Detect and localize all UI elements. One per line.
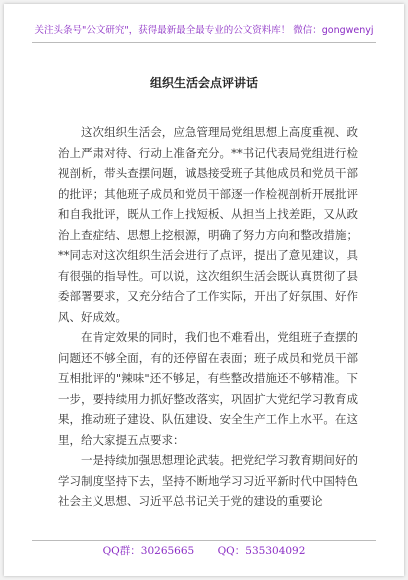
footer-divider xyxy=(32,540,376,541)
document-page xyxy=(4,4,404,576)
paragraph: 一是持续加强思想理论武装。把党纪学习教育期间好的学习制度坚持下去，坚持不断地学习习近平新时代中国特色社会主义思想、习近平总书记关于党的建设的重要论 xyxy=(58,453,358,508)
paragraph: 在肯定效果的同时，我们也不难看出，党组班子查摆的问题还不够全面，有的还停留在表面；班子成员和党员干部互相批评的"辣味"还不够足，有些整改措施还不够精准。下一步，要持续用力抓好整改落实，巩固扩大党纪学习教育成果，推动班子建设、队伍建设、安全生产工作上水平。在这里，给大家提五点要求： xyxy=(58,330,358,447)
footer-qq-number: QQ：535304092 xyxy=(217,545,306,557)
paragraph: 这次组织生活会，应急管理局党组思想上高度重视、政治上严肃对待、行动上准备充分。**书记代表局党组进行检视剖析，带头查摆问题，诚恳接受班子其他成员和党员干部的批评；其他班子成员和党员干部逐一作检视剖析开展批评和自我批评，既从工作上找短板、从担当上找差距，又从政治上查症结、思想上挖根源，明确了努力方向和整改措施；**同志对这次组织生活会进行了点评，提出了意见建议，具有很强的指导性。可以说，这次组织生活会既认真贯彻了县委部署要求，又充分结合了工作实际，开出了好氛围、好作风、好成效。 xyxy=(58,125,358,324)
footer-contact xyxy=(4,543,404,558)
document-body xyxy=(58,122,358,512)
header-divider xyxy=(32,42,376,43)
document-title: 组织生活会点评讲话 xyxy=(149,76,258,90)
header-promo-text: 关注头条号"公文研究"，获得最新最全最专业的公文资料库！ 微信：gongwenyj xyxy=(34,25,374,36)
footer-qq-group: QQ群：30265665 xyxy=(102,545,195,557)
